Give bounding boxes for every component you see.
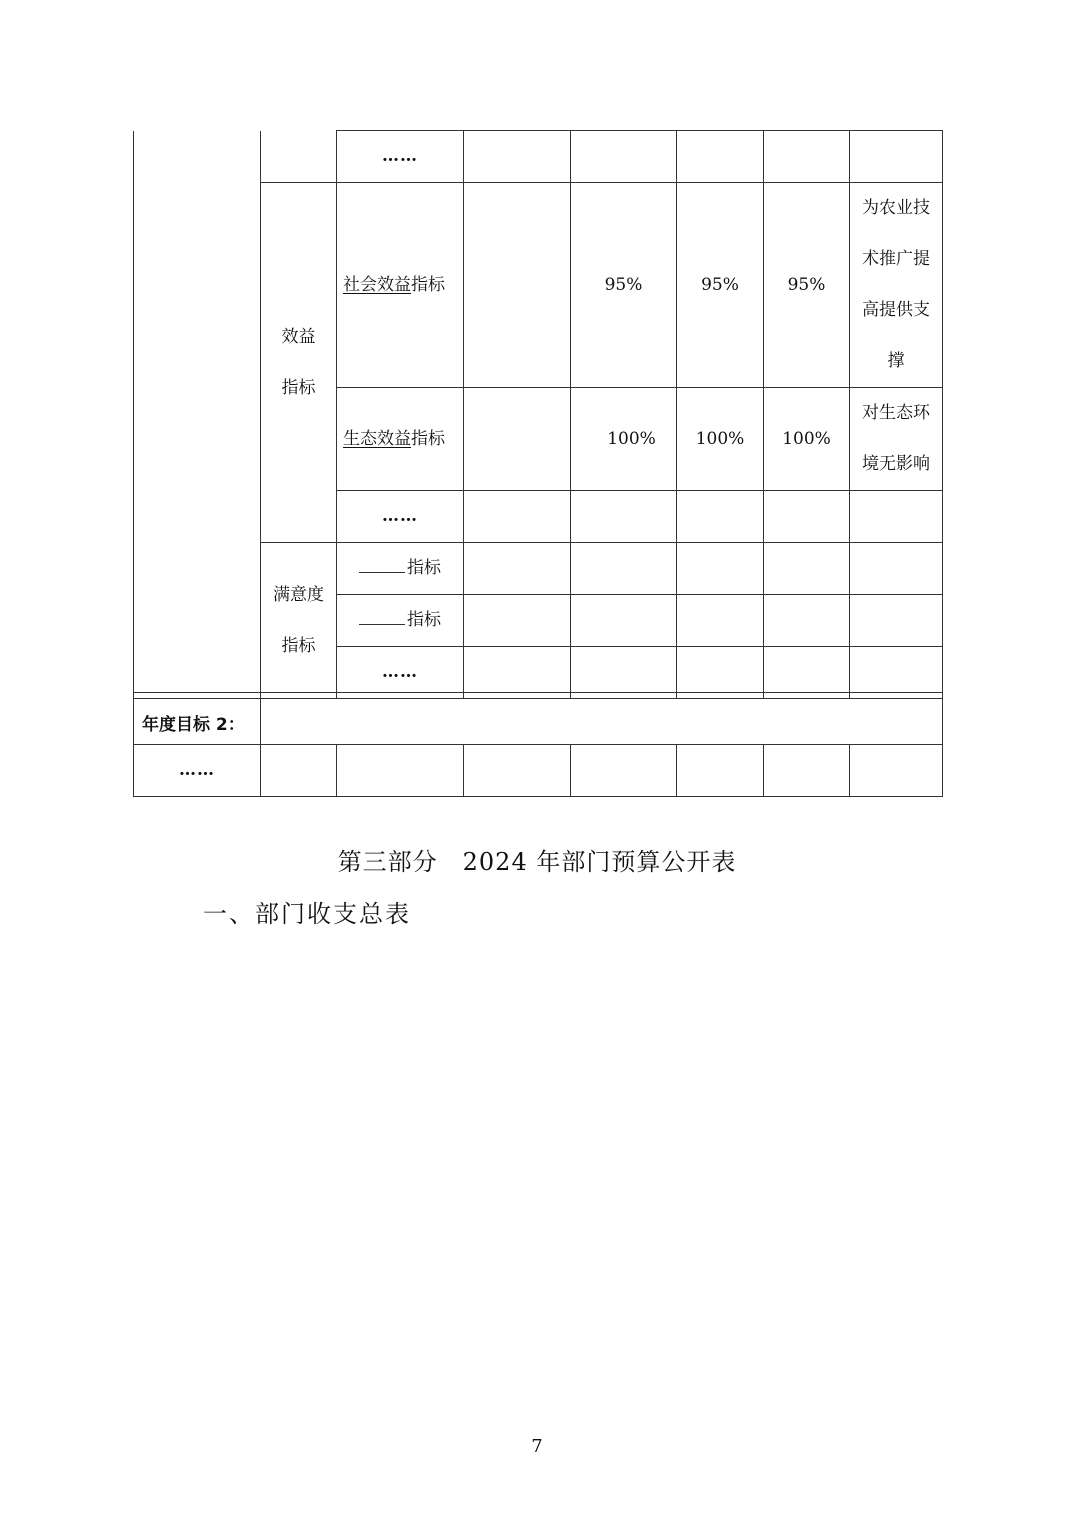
table-cell xyxy=(571,131,677,183)
table-cell xyxy=(464,491,571,543)
table-cell: …… xyxy=(134,745,261,797)
table-cell xyxy=(464,543,571,595)
table-cell xyxy=(571,745,677,797)
second-level-indicator-cell xyxy=(261,131,337,183)
benefit-indicator-group xyxy=(261,183,337,543)
table-cell xyxy=(464,183,571,388)
indicator-underlined-text: 社会效益 xyxy=(343,274,411,295)
group-label-line: 指标 xyxy=(281,635,316,656)
table-cell xyxy=(677,595,764,647)
table-cell xyxy=(764,745,850,797)
table-cell xyxy=(677,745,764,797)
indicator-cell: …… xyxy=(337,131,464,183)
table-cell xyxy=(850,647,943,699)
table-cell xyxy=(464,745,571,797)
table-cell xyxy=(464,388,571,491)
note-cell xyxy=(850,183,943,388)
page-number: 7 xyxy=(531,1436,543,1457)
note-line: 撑 xyxy=(887,351,905,371)
note-cell xyxy=(850,388,943,491)
indicator-cell xyxy=(337,595,464,647)
table-cell xyxy=(677,131,764,183)
performance-indicator-table xyxy=(133,130,943,699)
blank-underline xyxy=(359,608,405,625)
group-label-line: 满意度 xyxy=(273,584,324,605)
indicator-cell xyxy=(337,183,464,388)
indicator-text: 指标 xyxy=(411,274,445,295)
annual-goal-value xyxy=(261,693,943,745)
value-cell: 95% xyxy=(677,183,764,388)
table-cell xyxy=(764,543,850,595)
value-cell: 100% xyxy=(677,388,764,491)
table-row xyxy=(134,131,943,183)
blank-underline xyxy=(359,556,405,573)
table-cell xyxy=(850,543,943,595)
indicator-underlined-text: 生态效益 xyxy=(343,428,411,449)
group-label-line: 效益 xyxy=(281,326,316,347)
section-title: 第三部分 2024 年部门预算公开表 xyxy=(337,848,737,876)
table-cell xyxy=(850,491,943,543)
value-cell: 100% xyxy=(571,388,677,491)
table-cell xyxy=(464,595,571,647)
table-cell xyxy=(261,745,337,797)
indicator-cell: …… xyxy=(337,491,464,543)
table-row xyxy=(134,745,943,797)
table-cell xyxy=(464,647,571,699)
note-line: 为农业技 xyxy=(862,198,930,218)
indicator-text: 指标 xyxy=(407,610,441,630)
value-cell: 100% xyxy=(764,388,850,491)
value-cell: 95% xyxy=(764,183,850,388)
sub-title: 一、部门收支总表 xyxy=(203,900,411,928)
table-row xyxy=(134,693,943,745)
table-cell xyxy=(571,543,677,595)
indicator-cell xyxy=(337,543,464,595)
indicator-cell xyxy=(337,388,464,491)
note-line: 术推广提 xyxy=(862,249,930,269)
table-cell xyxy=(571,595,677,647)
note-line: 高提供支 xyxy=(862,300,930,320)
table-cell xyxy=(850,131,943,183)
table-cell xyxy=(677,491,764,543)
table-cell xyxy=(571,647,677,699)
table-cell xyxy=(677,647,764,699)
table-cell xyxy=(677,543,764,595)
table-cell xyxy=(764,491,850,543)
indicator-text: 指标 xyxy=(407,558,441,578)
group-label-line: 指标 xyxy=(281,377,316,398)
performance-indicator-table-footer xyxy=(133,692,943,797)
table-cell xyxy=(464,131,571,183)
table-cell xyxy=(764,131,850,183)
table-cell xyxy=(764,647,850,699)
table-cell xyxy=(850,595,943,647)
note-line: 境无影响 xyxy=(862,454,930,474)
satisfaction-indicator-group xyxy=(261,543,337,699)
table-cell xyxy=(337,745,464,797)
table-cell xyxy=(850,745,943,797)
annual-goal-label: 年度目标 2： xyxy=(134,693,261,745)
table-cell xyxy=(571,491,677,543)
indicator-text: 指标 xyxy=(411,428,445,449)
indicator-cell: …… xyxy=(337,647,464,699)
first-level-indicator-cell xyxy=(134,131,261,699)
note-line: 对生态环 xyxy=(862,403,930,423)
table-cell xyxy=(764,595,850,647)
value-cell: 95% xyxy=(571,183,677,388)
